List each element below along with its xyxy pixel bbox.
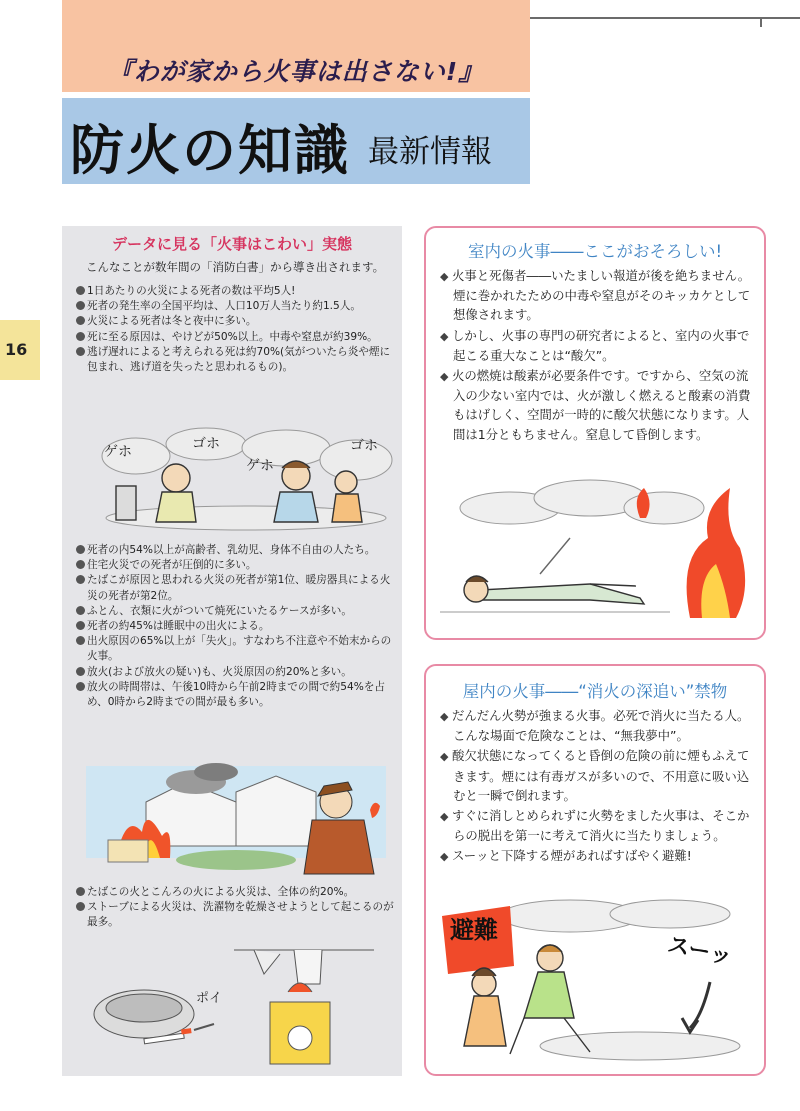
list-item: ◆ しかし、火事の専門の研究者によると、室内の火事で起こる重大なことは“酸欠”。: [440, 327, 750, 363]
diamond-bullet-icon: ◆: [440, 329, 449, 343]
bullet-dot-icon: [76, 575, 85, 584]
diamond-bullet-icon: ◆: [440, 710, 449, 723]
evacuation-illustration: [440, 896, 756, 1068]
bullet-dot-icon: [76, 560, 85, 569]
page-subtitle: 最新情報: [368, 134, 492, 170]
page-title: 防火の知識: [70, 119, 350, 182]
bullet-dot-icon: [76, 636, 85, 645]
list-item: ◆ 火の燃焼は酸素が必要条件です。ですから、空気の流入の少ない室内では、火が激しく燃えると酸素の消費もはげしく、空間が一時的に酸欠状態になります。人間は1分ともちません。窒息して昏倒します。: [440, 368, 751, 442]
top-rule: [520, 17, 800, 19]
list-item: 死者の発生率の全国平均は、人口10万人当たり約1.5人。: [76, 299, 394, 314]
list-item: 死に至る原因は、やけどが50%以上。中毒や窒息が約39%。: [76, 330, 394, 345]
diamond-bullet-icon: ◆: [440, 370, 449, 384]
list-item: ◆ すぐに消しとめられずに火勢をました火事は、そこからの脱出を第一に考えて消火に当たりましょう。: [440, 808, 750, 844]
list-item: ふとん、衣類に火がついて焼死にいたるケースが多い。: [76, 604, 394, 619]
top-rule-tick: [760, 17, 762, 27]
list-item: たばこが原因と思われる火災の死者が第1位、暖房器具による火災の死者が第2位。: [76, 573, 394, 603]
sound-word-2: ゴホ: [192, 436, 220, 452]
bullet-dot-icon: [76, 332, 85, 341]
diamond-bullet-icon: ◆: [440, 810, 449, 824]
list-item: 逃げ遅れによると考えられる死は約70%(気がついたら炎や煙に包まれ、逃げ道を失ったと思われるもの)。: [76, 345, 394, 375]
left-panel-heading: データに見る「火事はこわい」実態: [111, 235, 352, 253]
house-fire-list: [440, 706, 758, 868]
list-item: ◆ 酸欠状態になってくると昏倒の危険の前に煙もふえてきます。煙には有毒ガスが多いので、不用意に吸い込むと一瞬で倒れます。: [440, 748, 750, 803]
bullet-dot-icon: [76, 286, 85, 295]
list-item: 放火(および放火の疑い)も、火災原因の約20%と多い。: [76, 665, 394, 680]
house-fire-card-title: 屋内の火事――“消火の深追い”禁物: [462, 682, 728, 701]
diamond-bullet-icon: ◆: [440, 270, 449, 283]
list-item: 1日あたりの火災による死者の数は平均5人!: [76, 284, 394, 299]
coughing-smoke-illustration: [96, 426, 396, 534]
list-item: ◆ だんだん火勢が強まる火事。必死で消火に当たる人。こんな場面で危険なことは、“無我夢中”。: [440, 708, 750, 744]
sound-word-poi: ポイ: [196, 991, 223, 1006]
bullet-dot-icon: [76, 301, 85, 310]
indoor-fire-card-title: 室内の火事――ここがおそろしい!: [467, 242, 723, 261]
list-item: ◆ スーッと下降する煙があればすばやく避難!: [440, 846, 758, 866]
page-number: 16: [5, 340, 28, 359]
bullet-dot-icon: [76, 606, 85, 615]
bullet-dot-icon: [76, 887, 85, 896]
indoor-fire-list: [440, 266, 758, 445]
bullet-dot-icon: [76, 621, 85, 630]
bullet-dot-icon: [76, 347, 85, 356]
arson-illustration: [86, 762, 386, 878]
indoor-fire-card: [424, 226, 766, 640]
sound-word-1: ゲホ: [104, 444, 132, 460]
list-item: たばこの火とこんろの火による火災は、全体の約20%。: [76, 885, 394, 900]
bullet-dot-icon: [76, 545, 85, 554]
sound-word-3: ゲホ: [246, 458, 274, 474]
list-item: ◆ 火事と死傷者――いたましい報道が後を絶ちません。煙に巻かれたための中毒や窒息がそのキッカケとして想像されます。: [440, 268, 751, 323]
list-item: 火災による死者は冬と夜中に多い。: [76, 314, 394, 329]
diamond-bullet-icon: ◆: [440, 850, 449, 864]
list-item: 出火原因の65%以上が「失火」。すなわち不注意や不始末からの火事。: [76, 634, 394, 664]
list-item: 死者の約45%は睡眠中の出火による。: [76, 619, 394, 634]
bullet-dot-icon: [76, 902, 85, 911]
left-panel-intro: こんなことが数年間の「消防白書」から導き出されます。: [86, 260, 385, 274]
bullet-dot-icon: [76, 316, 85, 325]
collapsed-person-illustration: [440, 478, 756, 628]
whoosh-word: スーッ: [665, 932, 734, 971]
house-fire-card: [424, 664, 766, 1076]
diamond-bullet-icon: ◆: [440, 750, 449, 764]
sound-word-4: ゴホ: [350, 438, 378, 454]
list-item: ストーブによる火災は、洗濯物を乾燥させようとして起こるのが最多。: [76, 900, 394, 930]
bullet-dot-icon: [76, 667, 85, 676]
list-item: 住宅火災での死者が圧倒的に多い。: [76, 558, 394, 573]
list-item: 死者の内54%以上が高齢者、乳幼児、身体不自由の人たち。: [76, 543, 394, 558]
stats-list-2: [76, 543, 394, 710]
ashtray-heater-illustration: [84, 944, 384, 1068]
slogan: 『わが家から火事は出さない!』: [107, 57, 485, 86]
list-item: 放火の時間帯は、午後10時から午前2時までの間で約54%を占め、0時から2時までの間が最も多い。: [76, 680, 394, 710]
stats-list-1: [76, 284, 394, 375]
evacuate-word: 避難: [450, 916, 498, 944]
bullet-dot-icon: [76, 682, 85, 691]
stats-list-3: [76, 885, 394, 931]
